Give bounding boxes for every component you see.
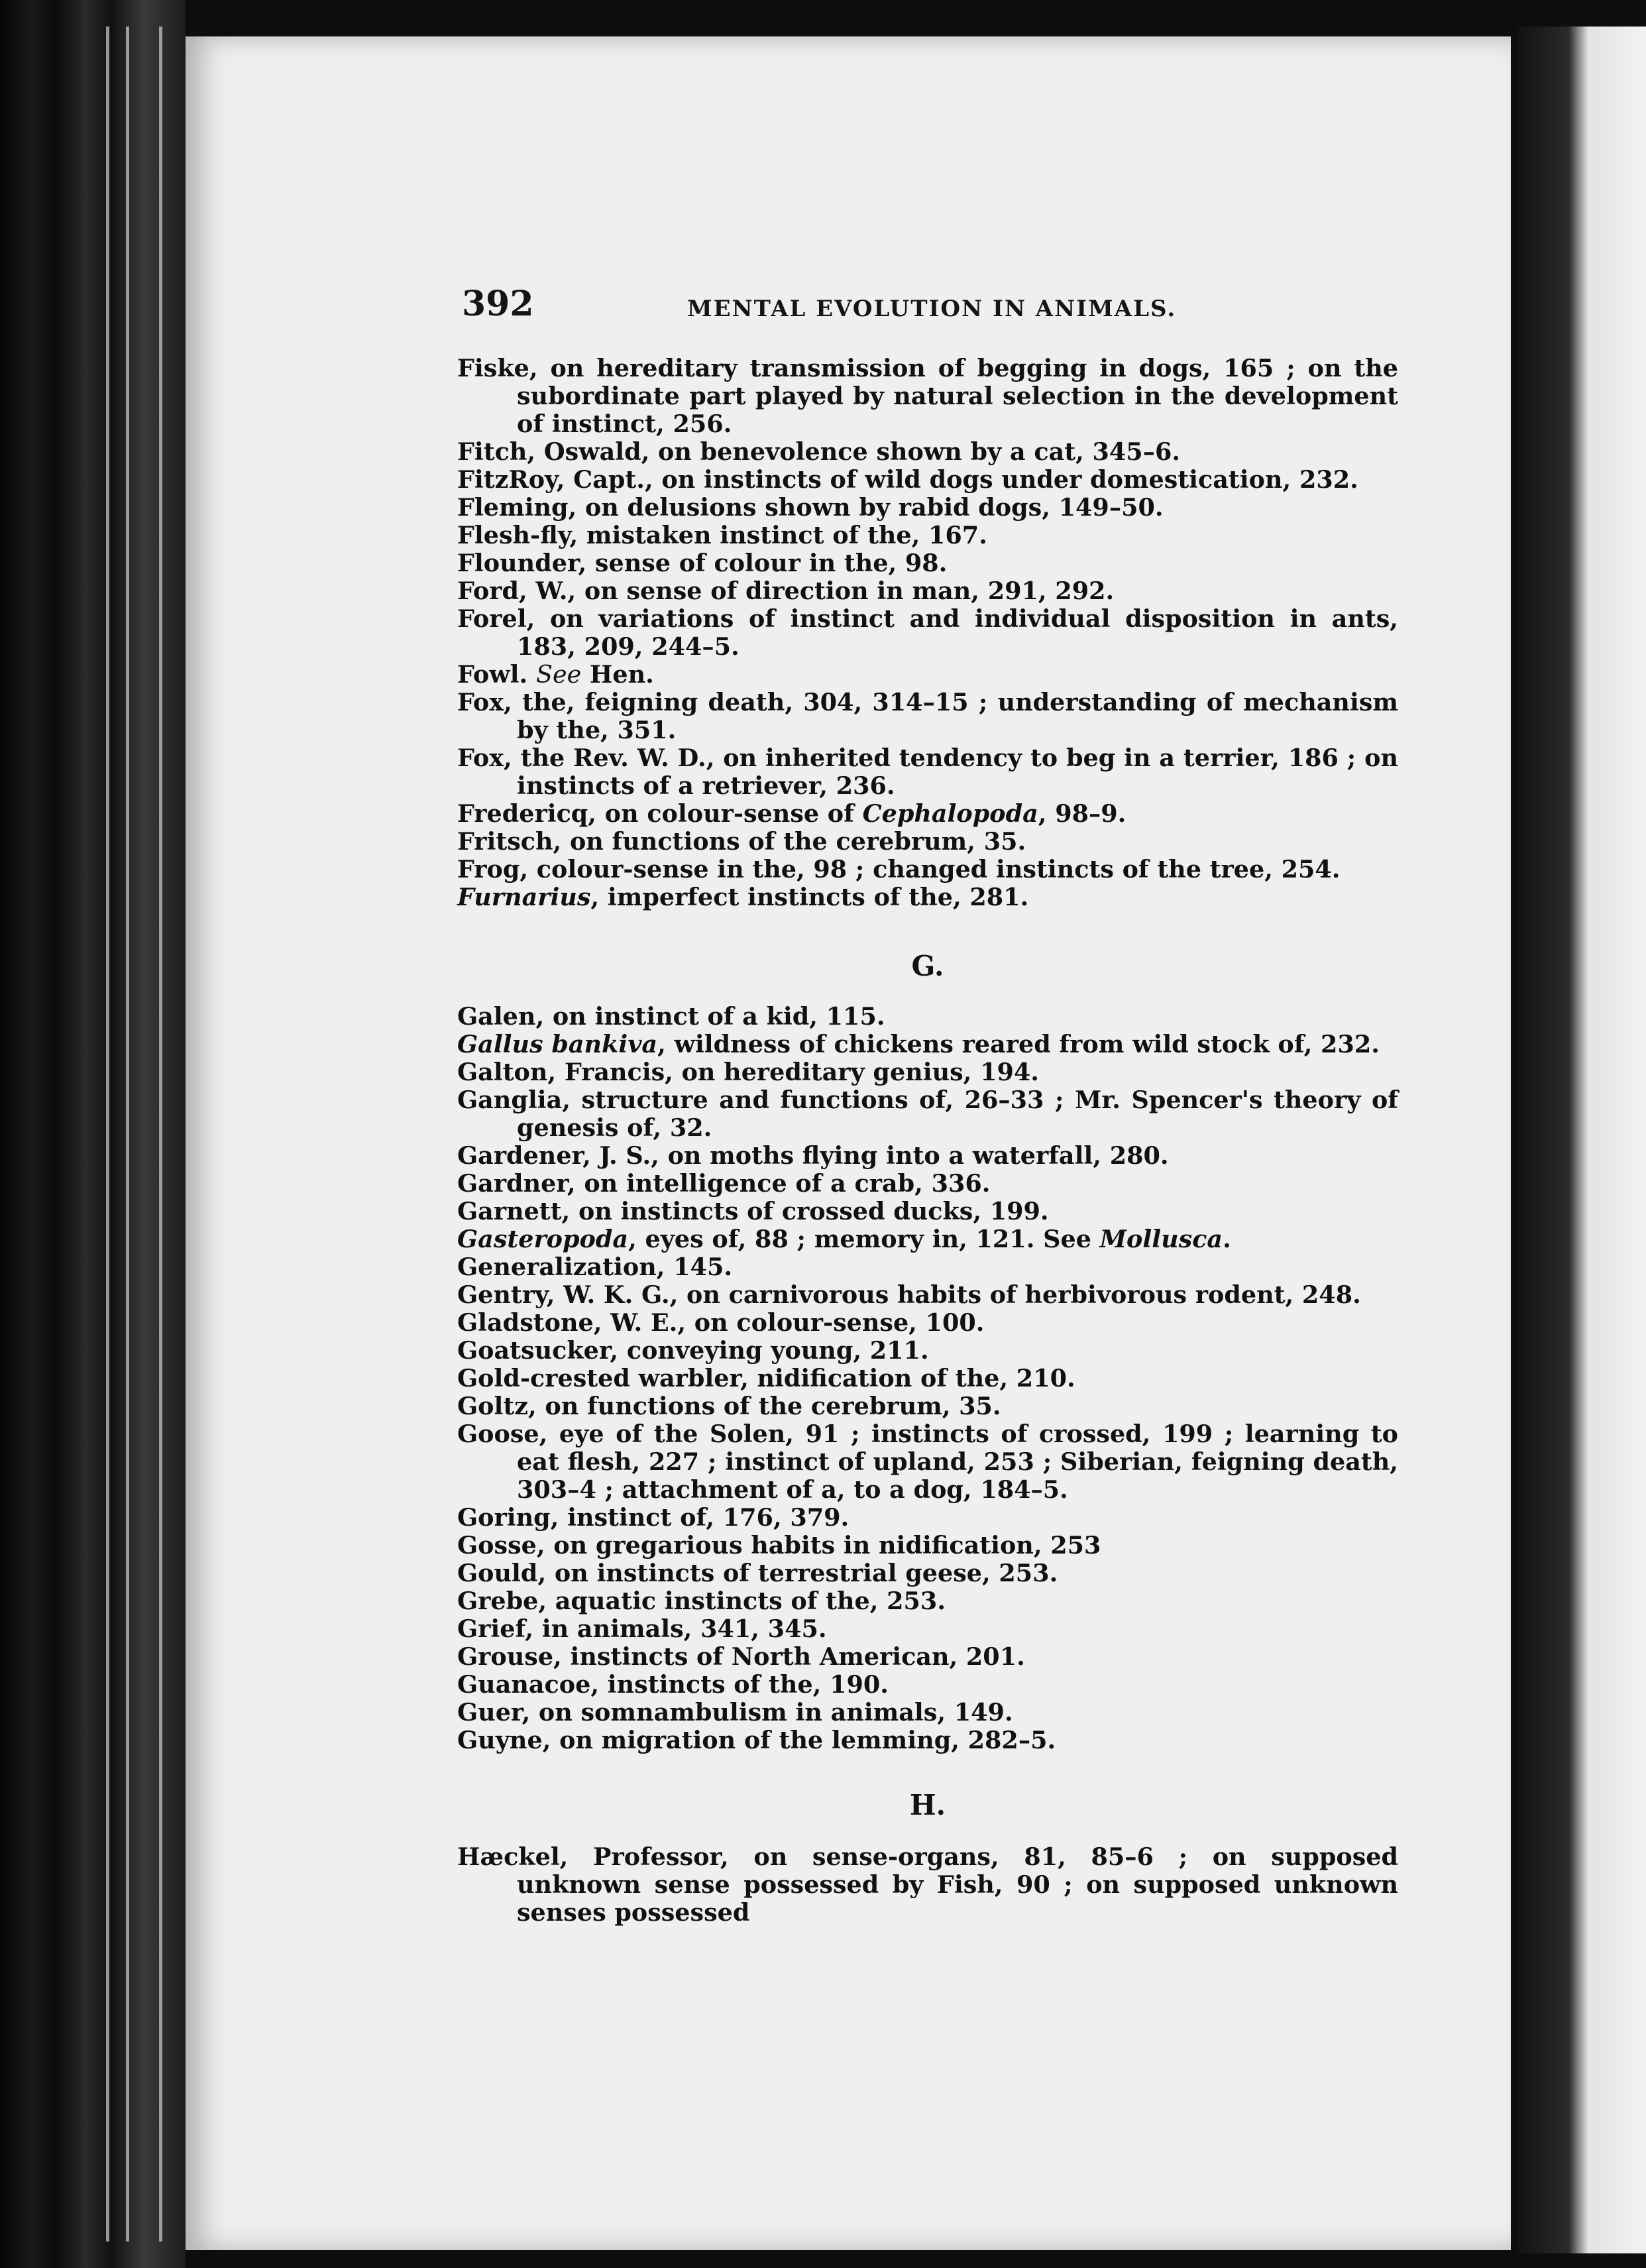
index-entry: Goltz, on functions of the cerebrum, 35. [457,1392,1001,1420]
index-entry: Galen, on instinct of a kid, 115. [457,1002,885,1031]
index-entry: Gladstone, W. E., on colour-sense, 100. [457,1308,985,1337]
entry-text: , eyes of, 88 ; memory in, 121. See [628,1225,1100,1253]
index-entry: Fiske, on hereditary transmission of begging in dogs, 165 ; on the subordinate part played by natural selection in the development of instinct, 256. [457,354,1398,438]
index-entry: Fritsch, on functions of the cerebrum, 35. [457,827,1026,856]
index-column [457,355,1398,1927]
entry-text: , 98–9. [1038,799,1126,828]
binding-edge-line [106,27,109,2241]
index-entry: Ganglia, structure and functions of, 26–33 ; Mr. Spencer's theory of genesis of, 32. [457,1086,1398,1142]
index-entry: Gentry, W. K. G., on carnivorous habits of herbivorous rodent, 248. [457,1280,1361,1309]
running-head: MENTAL EVOLUTION IN ANIMALS. [687,296,1177,322]
index-entry: FitzRoy, Capt., on instincts of wild dogs under domestication, 232. [457,465,1358,494]
taxon-name: Cephalopoda [862,799,1038,828]
index-entry: Fox, the Rev. W. D., on inherited tendency to beg in a terrier, 186 ; on instincts of a retriever, 236. [457,744,1398,800]
page-header [462,284,1403,330]
entry-text: , wildness of chickens reared from wild stock of, 232. [657,1030,1380,1058]
binding-edge-line [159,27,162,2241]
index-entry: Grebe, aquatic instincts of the, 253. [457,1587,946,1615]
index-entry: Forel, on variations of instinct and individual disposition in ants, 183, 209, 244–5. [457,604,1398,661]
entry-text: Fredericq, on colour-sense of [457,799,863,828]
index-entry: Gardner, on intelligence of a crab, 336. [457,1169,991,1198]
see-reference: See [535,660,582,689]
index-entry: Grouse, instincts of North American, 201. [457,1642,1025,1671]
index-entry: Fox, the, feigning death, 304, 314–15 ; understanding of mechanism by the, 351. [457,688,1398,744]
index-entry [457,1225,1398,1253]
index-entry [457,661,1398,689]
binding-edge-line [126,27,129,2241]
index-entry: Gosse, on gregarious habits in nidification, 253 [457,1531,1101,1559]
index-entry: Frog, colour-sense in the, 98 ; changed instincts of the tree, 254. [457,855,1341,883]
index-entry: Gold-crested warbler, nidification of the, 210. [457,1364,1075,1392]
taxon-name: Mollusca [1099,1225,1223,1253]
index-entry: Hæckel, Professor, on sense-organs, 81, 85–6 ; on supposed unknown sense possessed by Fish, 90 ; on supposed unknown senses possessed [457,1843,1398,1927]
taxon-name: Gallus bankiva [457,1030,658,1058]
entry-head: Fowl. [457,660,528,689]
taxon-name: Gasteropoda [457,1225,629,1253]
index-entry: Flounder, sense of colour in the, 98. [457,549,948,577]
taxon-name: Furnarius [457,883,591,911]
index-entry [457,1031,1398,1058]
index-entry: Galton, Francis, on hereditary genius, 194. [457,1058,1039,1086]
index-entry: Generalization, 145. [457,1253,733,1281]
next-page-edge [1517,27,1646,2253]
index-entry [457,883,1398,911]
index-entry: Gardener, J. S., on moths flying into a waterfall, 280. [457,1141,1169,1170]
section-letter-h: H. [909,1789,946,1821]
book-binding [0,0,186,2268]
index-entry: Guanacoe, instincts of the, 190. [457,1670,889,1699]
index-entry: Garnett, on instincts of crossed ducks, 199. [457,1197,1049,1225]
entry-reference: Hen. [589,660,654,689]
index-entry: Flesh-fly, mistaken instinct of the, 167. [457,521,987,549]
index-entry: Goose, eye of the Solen, 91 ; instincts of crossed, 199 ; learning to eat flesh, 227 ; instinct of upland, 253 ; Siberian, feigning death, 303–4 ; attachment of a, to a dog, 184–5. [457,1420,1398,1504]
index-entry: Goatsucker, conveying young, 211. [457,1336,929,1365]
index-entry: Goring, instinct of, 176, 379. [457,1503,850,1532]
index-entry [457,800,1398,828]
page-number: 392 [462,284,534,324]
index-entry: Guyne, on migration of the lemming, 282–5. [457,1726,1056,1754]
section-letter-g: G. [911,950,944,982]
index-entry: Fleming, on delusions shown by rabid dogs, 149–50. [457,493,1164,522]
entry-text: , imperfect instincts of the, 281. [590,883,1029,911]
index-entry: Grief, in animals, 341, 345. [457,1615,827,1643]
index-entry: Ford, W., on sense of direction in man, 291, 292. [457,577,1115,605]
index-entry: Gould, on instincts of terrestrial geese, 253. [457,1559,1058,1587]
entry-text: . [1223,1225,1231,1253]
index-entry: Fitch, Oswald, on benevolence shown by a cat, 345–6. [457,437,1181,466]
index-entry: Guer, on somnambulism in animals, 149. [457,1698,1013,1727]
